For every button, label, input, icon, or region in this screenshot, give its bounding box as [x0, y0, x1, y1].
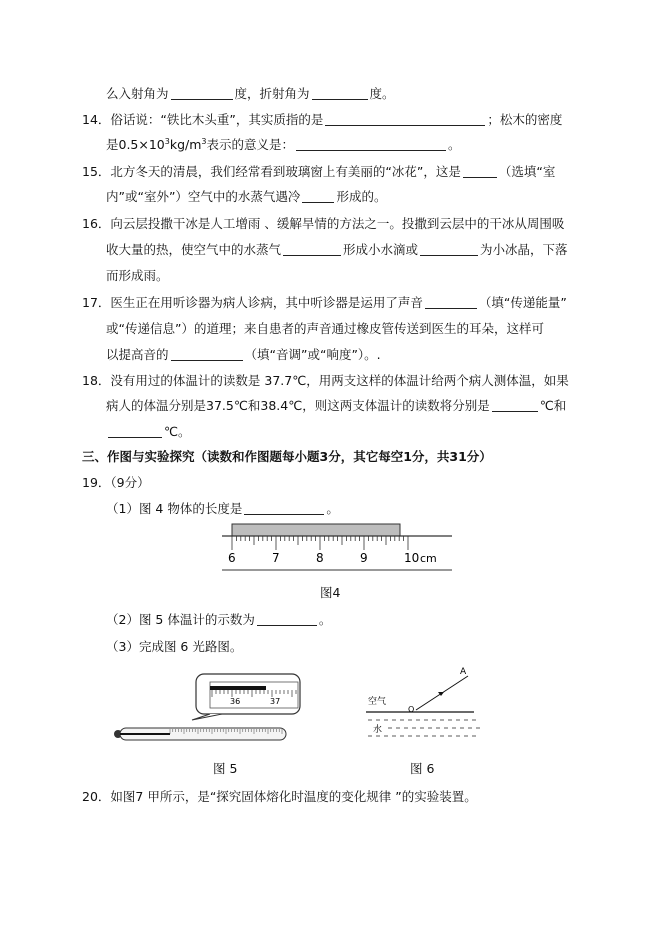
mercury-column — [210, 686, 266, 690]
zoom-scale — [210, 682, 298, 708]
ruler-tick-label: 8 — [316, 551, 324, 565]
ruler-labels — [228, 551, 437, 565]
answer-blank[interactable] — [302, 190, 334, 203]
question-19-part3: （3）完成图 6 光路图。 — [106, 639, 243, 654]
figure-6-light-path — [360, 664, 490, 744]
answer-blank[interactable] — [312, 87, 368, 100]
question-14-line2: 是$0.5\times 10^3kg/m^3$表示的意义是： 。 — [106, 137, 461, 152]
ruler-tick-label: 9 — [360, 551, 368, 565]
question-16: 16．向云层投撒干冰是人工增雨 、缓解旱情的方法之一。投撒到云层中的干冰从周围吸 — [82, 216, 565, 231]
zoom-label-37: 37 — [270, 697, 281, 706]
measured-object — [232, 524, 400, 536]
figure-5-caption: 图 5 — [213, 761, 238, 776]
ruler-tick-label: 10 — [404, 551, 420, 565]
question-20: 20．如图7 甲所示，是“探究固体熔化时温度的变化规律 ”的实验装置。 — [82, 789, 477, 804]
answer-blank[interactable] — [325, 113, 485, 126]
question-17-line3: 以提高音的 （填“音调”或“响度”）。. — [106, 347, 381, 362]
answer-blank[interactable] — [463, 165, 497, 178]
point-o-label: O — [408, 705, 415, 714]
question-18: 18．没有用过的体温计的读数是 37.7℃，用两支这样的体温计给两个病人测体温，如果 — [82, 373, 569, 388]
question-14: 14．俗话说：“铁比木头重”，其实质指的是 ；松木的密度 — [82, 112, 563, 127]
question-16-line3: 而形成雨。 — [106, 268, 169, 283]
answer-blank[interactable] — [420, 243, 478, 256]
figure-4-ruler — [220, 520, 460, 572]
answer-blank[interactable] — [244, 502, 324, 515]
ruler-tick-label: 6 — [228, 551, 236, 565]
question-18-line2: 病人的体温分别是37.5℃和38.4℃，则这两支体温计的读数将分别是 ℃和 — [106, 398, 567, 413]
question-18-line3: ℃。 — [106, 424, 191, 440]
answer-blank[interactable] — [283, 243, 341, 256]
question-19: 19．（9分） — [82, 475, 150, 490]
q13-tail: 么入射角为 度，折射角为 度。 — [106, 86, 395, 101]
answer-blank[interactable] — [171, 348, 243, 361]
ruler-unit-label: cm — [420, 552, 437, 565]
answer-blank[interactable] — [296, 138, 446, 151]
figure-5-thermometer — [110, 672, 310, 752]
zoom-label-36: 36 — [230, 697, 241, 706]
answer-blank[interactable] — [108, 425, 162, 438]
question-19-part1: （1）图 4 物体的长度是 。 — [106, 501, 339, 516]
ruler-ticks — [232, 536, 408, 550]
section-3-heading: 三、作图与实验探究（读数和作图题每小题3分，其它每空1分，共31分） — [82, 449, 492, 464]
answer-blank[interactable] — [492, 399, 538, 412]
figure-4-caption: 图4 — [320, 585, 341, 600]
question-15-line2: 内”或“室外”）空气中的水蒸气遇冷 形成的。 — [106, 189, 387, 204]
figure-6-caption: 图 6 — [410, 761, 435, 776]
question-17: 17．医生正在用听诊器为病人诊病，其中听诊器是运用了声音 （填“传递能量” — [82, 295, 567, 310]
point-a-label: A — [460, 667, 467, 677]
answer-blank[interactable] — [425, 296, 477, 309]
ruler-tick-label: 7 — [272, 551, 280, 565]
air-label: 空气 — [368, 697, 387, 707]
answer-blank[interactable] — [171, 87, 233, 100]
answer-blank[interactable] — [257, 613, 317, 626]
question-15: 15．北方冬天的清晨，我们经常看到玻璃窗上有美丽的“冰花”，这是 （选填“室 — [82, 164, 556, 179]
question-17-line2: 或“传递信息”）的道理；来自患者的声音通过橡皮管传送到医生的耳朵，这样可 — [106, 321, 544, 336]
water-label: 水 — [373, 725, 383, 735]
callout-pointer — [192, 714, 222, 720]
question-16-line2: 收大量的热，使空气中的水蒸气 形成小水滴或 为小冰晶，下落 — [106, 242, 568, 257]
question-19-part2: （2）图 5 体温计的示数为 。 — [106, 612, 332, 627]
